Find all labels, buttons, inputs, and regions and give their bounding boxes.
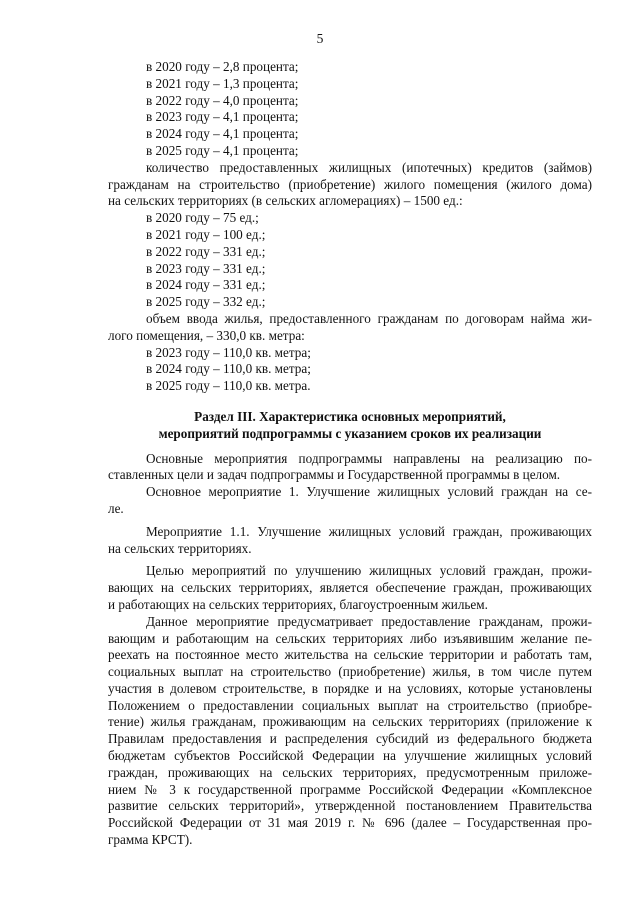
list-item: в 2023 году – 110,0 кв. метра;: [146, 344, 311, 360]
paragraph: [108, 524, 592, 558]
paragraph: [108, 614, 592, 849]
paragraph: [108, 563, 592, 613]
paragraph-line: социальных выплат на строительство (приобретение) жилья, в том числе путем: [108, 664, 592, 680]
paragraph-line: ле.: [108, 500, 124, 516]
paragraph-line: вающих на сельских территориях, является обеспечение граждан, проживающих: [108, 580, 592, 596]
paragraph-line: граждан, проживающих на сельских территориях, предусмотренным приложе-: [108, 764, 592, 780]
page-number: 5: [316, 31, 324, 46]
list-item: в 2021 году – 1,3 процента;: [146, 75, 299, 91]
paragraph-line: грамма КРСТ).: [108, 832, 193, 848]
list-item: в 2025 году – 110,0 кв. метра.: [146, 378, 311, 394]
paragraph-line: на сельских территориях.: [108, 540, 252, 556]
paragraph-line: Целью мероприятий по улучшению жилищных условий граждан, прожи-: [146, 563, 592, 579]
list-item: в 2024 году – 4,1 процента;: [146, 126, 299, 142]
loans-paragraph: [108, 160, 592, 210]
paragraph-line: вающим и работающим на сельских территориях либо изъявившим желание пе-: [108, 630, 592, 646]
housing-paragraph: [108, 311, 592, 345]
paragraph-line: лого помещения, – 330,0 кв. метра:: [108, 327, 305, 343]
list-item: в 2022 году – 331 ед.;: [146, 243, 266, 259]
paragraph-line: и работающих на сельских территориях, благоустроенным жильем.: [108, 596, 488, 612]
list-item: в 2023 году – 4,1 процента;: [146, 109, 299, 125]
housing-list: [108, 345, 592, 395]
paragraph-line: Положением о предоставлении социальных выплат на строительство (приобре-: [108, 697, 592, 713]
paragraph-line: участия в долевом строительстве, в порядке и на условиях, которые установлены: [108, 680, 592, 696]
list-item: в 2022 году – 4,0 процента;: [146, 92, 299, 108]
paragraph-line: бюджетам субъектов Российской Федерации на улучшение жилищных условий: [108, 748, 592, 764]
list-item: в 2025 году – 332 ед.;: [146, 294, 266, 310]
paragraph-line: Основное мероприятие 1. Улучшение жилищных условий граждан на се-: [146, 484, 592, 500]
growth-percent-list: [108, 59, 592, 160]
paragraph: [108, 484, 592, 518]
paragraph-line: на сельских территориях (в сельских агломерациях) – 1500 ед.:: [108, 193, 463, 209]
paragraph-line: тение) жилья гражданам, проживающим на сельских территориях (приложение к: [108, 714, 592, 730]
paragraph-line: нием № 3 к государственной программе Российской Федерации «Комплексное: [108, 781, 592, 797]
paragraph-line: Основные мероприятия подпрограммы направлены на реализацию по-: [146, 450, 592, 466]
section-title-line: мероприятий подпрограммы с указанием сроков их реализации: [158, 425, 542, 441]
document-body: [108, 59, 592, 849]
paragraph-line: реехать на постоянное место жительства на сельские территории и работать там,: [108, 647, 592, 663]
section-title: [108, 409, 592, 443]
paragraph-line: Мероприятие 1.1. Улучшение жилищных условий граждан, проживающих: [146, 523, 592, 539]
paragraph-line: Российской Федерации от 31 мая 2019 г. № 696 (далее – Государственная про-: [108, 815, 592, 831]
loans-list: [108, 210, 592, 311]
paragraph-line: объем ввода жилья, предоставленного гражданам по договорам найма жи-: [146, 310, 592, 326]
paragraph-line: гражданам на строительство (приобретение) жилого помещения (жилого дома): [108, 176, 592, 192]
paragraph-line: развитие сельских территорий», утвержденной постановлением Правительства: [108, 798, 592, 814]
paragraph-line: количество предоставленных жилищных (ипотечных) кредитов (займов): [146, 159, 592, 175]
paragraph-line: Правилам предоставления и распределения субсидий из федерального бюджета: [108, 731, 592, 747]
section-title-line: Раздел III. Характеристика основных мероприятий,: [194, 408, 506, 424]
list-item: в 2021 году – 100 ед.;: [146, 226, 266, 242]
paragraph-line: ставленных цели и задач подпрограммы и Государственной программы в целом.: [108, 467, 561, 483]
list-item: в 2024 году – 110,0 кв. метра;: [146, 361, 311, 377]
list-item: в 2020 году – 2,8 процента;: [146, 59, 299, 74]
list-item: в 2024 году – 331 ед.;: [146, 277, 266, 293]
list-item: в 2025 году – 4,1 процента;: [146, 142, 299, 158]
paragraph: [108, 451, 592, 485]
list-item: в 2023 году – 331 ед.;: [146, 260, 266, 276]
paragraph-line: Данное мероприятие предусматривает предоставление гражданам, прожи-: [146, 613, 592, 629]
list-item: в 2020 году – 75 ед.;: [146, 210, 259, 226]
